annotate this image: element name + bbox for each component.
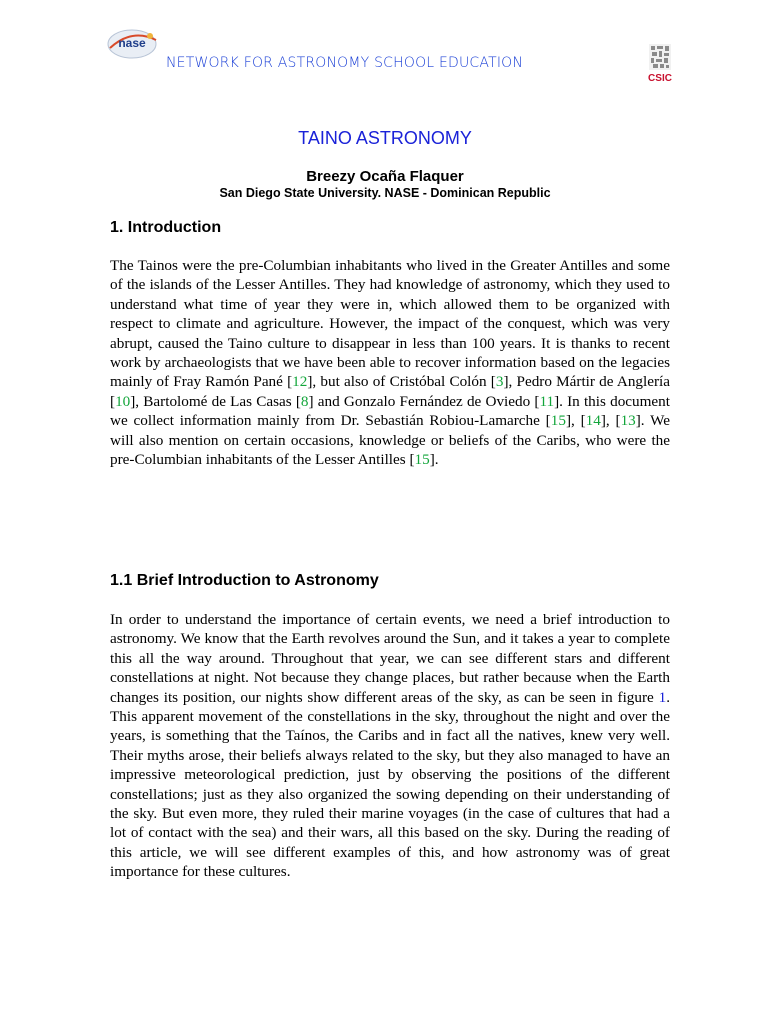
document-title: TAINO ASTRONOMY: [298, 128, 472, 148]
text-run: ] and Gonzalo Fernández de Oviedo [: [308, 392, 540, 410]
text-run: ]. We will also mention on certain occasions, knowledge or beliefs of the Caribs, who were the pre-Columbian inhabitants of the Lesser Antilles [: [110, 412, 670, 469]
csic-logo: [645, 42, 675, 86]
brief-introduction-paragraph: [110, 610, 670, 882]
author-name: Breezy Ocaña Flaquer: [306, 168, 464, 185]
csic-emblem: [645, 42, 675, 72]
nase-logo-text: nase: [118, 36, 146, 50]
text-run: ]. In this document we collect information mainly from Dr. Sebastián Robiou-Lamarche [: [110, 392, 670, 430]
citation-link[interactable]: 12: [292, 373, 308, 391]
text-run: ], [: [600, 412, 621, 430]
citation-link[interactable]: 10: [115, 392, 131, 410]
citation-link[interactable]: 11: [539, 392, 555, 410]
text-run: . This apparent movement of the constellations in the sky, throughout the night and over the years, is something that the Taínos, the Caribs and in fact all the natives, knew very well. Their myths arose, their beliefs always related to the sky, but they also managed to have an impressive meteorological prediction, just by observing the positions of the different constellations; just as they also organized the sowing depending on their understanding of the sky. But even more, they ruled their marine voyages (in the case of cultures that had a lot of contact with the sea) and their wars, all this based on the sky. During the reading of this article, we will see different examples of this, and how astronomy was of great importance for these cultures.: [110, 688, 670, 881]
text-run: ], [: [565, 412, 586, 430]
network-title: NETWORK FOR ASTRONOMY SCHOOL EDUCATION: [166, 55, 524, 71]
text-run: ], but also of Cristóbal Colón [: [307, 373, 496, 391]
nase-logo: [106, 26, 160, 62]
citation-link[interactable]: 8: [300, 392, 309, 410]
citation-link[interactable]: 15: [550, 412, 566, 430]
text-run: The Tainos were the pre-Columbian inhabitants who lived in the Greater Antilles and some of the islands of the Lesser Antilles. They had knowledge of astronomy, which they used to understand what time of year they were in, which allowed them to be organized with respect to climate and agriculture. However, the impact of the conquest, which was very abrupt, caused the Taino culture to disappear in less than 100 years. It is thanks to recent work by archaeologists that we have been able to recover information based on the legacies mainly of Fray Ramón Pané [: [110, 257, 670, 391]
csic-label: CSIC: [648, 73, 672, 84]
section-heading-introduction: 1. Introduction: [110, 219, 222, 236]
nase-logo-graphic: [106, 26, 160, 62]
text-run: ], Pedro Mártir de Anglería [: [110, 373, 670, 410]
citation-link[interactable]: 14: [585, 412, 601, 430]
text-run: ].: [429, 451, 439, 469]
text-run: ], Bartolomé de Las Casas [: [130, 392, 301, 410]
text-run: In order to understand the importance of certain events, we need a brief introduction to astronomy. We know that the Earth revolves around the Sun, and it takes a year to complete this all the way around. Throughout that year, we can see different stars and different constellations at night. Not because they change places, but rather because when the Earth changes its position, our nights show different areas of the sky, as can be seen in figure: [110, 611, 670, 706]
author-affiliation: San Diego State University. NASE - Dominican Republic: [219, 186, 551, 200]
introduction-paragraph: [110, 256, 670, 469]
citation-link[interactable]: 13: [620, 412, 636, 430]
citation-link[interactable]: 15: [414, 451, 430, 469]
figure-link[interactable]: 1: [658, 688, 667, 706]
citation-link[interactable]: 3: [495, 373, 504, 391]
section-heading-brief-introduction: 1.1 Brief Introduction to Astronomy: [110, 572, 379, 589]
